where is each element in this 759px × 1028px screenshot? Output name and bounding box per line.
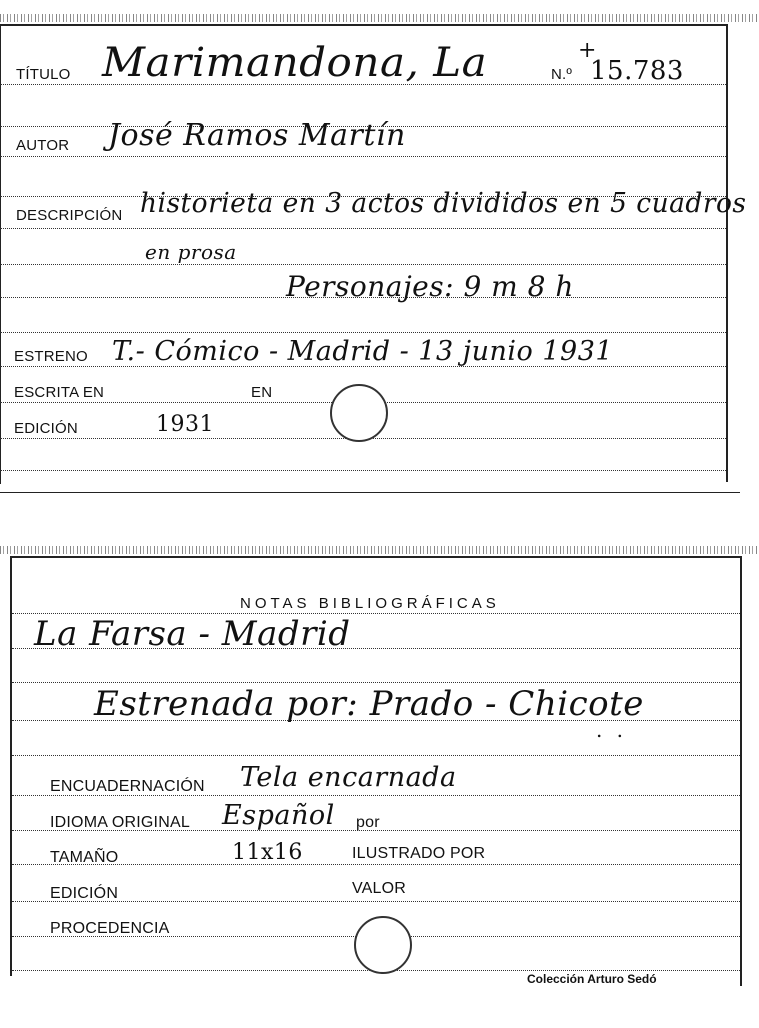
label-escrita-en: ESCRITA EN	[14, 384, 105, 401]
notes-heading: NOTAS BIBLIOGRÁFICAS	[240, 595, 500, 612]
card-right-border	[740, 556, 742, 986]
label-ilustrado-por: ILUSTRADO POR	[352, 845, 486, 862]
value-encuadernacion: Tela encarnada	[240, 762, 457, 793]
value-numero: 15.783	[590, 56, 684, 86]
label-edicion: EDICIÓN	[14, 420, 78, 437]
value-titulo: Marimandona, La	[102, 40, 488, 86]
collection-footer: Colección Arturo Sedó	[527, 972, 657, 986]
label-autor: AUTOR	[16, 137, 70, 154]
value-idioma-original: Español	[222, 800, 335, 831]
rule	[12, 901, 740, 902]
card-left-border	[10, 556, 12, 976]
card-top-border	[10, 556, 742, 558]
rule	[12, 682, 740, 683]
label-por: por	[356, 814, 380, 831]
value-tamano: 11x16	[232, 840, 303, 865]
value-descripcion-2: en prosa	[145, 240, 237, 264]
label-procedencia: PROCEDENCIA	[50, 920, 170, 937]
label-idioma-original: IDIOMA ORIGINAL	[50, 814, 190, 831]
rule	[12, 864, 740, 865]
label-tamano: TAMAÑO	[50, 849, 119, 866]
punch-hole	[354, 916, 412, 974]
label-estreno: ESTRENO	[14, 348, 88, 365]
label-edicion-2: EDICIÓN	[50, 885, 119, 902]
label-descripcion: DESCRIPCIÓN	[16, 207, 123, 224]
note-line-1: La Farsa - Madrid	[34, 614, 351, 654]
value-autor: José Ramos Martín	[108, 118, 406, 153]
value-estreno: T.- Cómico - Madrid - 13 junio 1931	[112, 336, 614, 367]
label-encuadernacion: ENCUADERNACIÓN	[50, 778, 205, 795]
value-edicion: 1931	[156, 412, 214, 437]
value-descripcion-1: historieta en 3 actos divididos en 5 cuadros	[140, 188, 747, 219]
ink-dots: . .	[596, 718, 624, 742]
cross-mark: +	[578, 38, 597, 63]
value-descripcion-3: Personajes: 9 m 8 h	[286, 270, 574, 303]
label-numero: N.º	[551, 66, 573, 83]
label-valor: VALOR	[352, 880, 407, 897]
label-titulo: TÍTULO	[16, 66, 71, 83]
card-top-edge	[0, 546, 759, 554]
rule	[12, 755, 740, 756]
note-line-2: Estrenada por: Prado - Chicote	[94, 684, 644, 724]
label-en: EN	[251, 384, 273, 401]
